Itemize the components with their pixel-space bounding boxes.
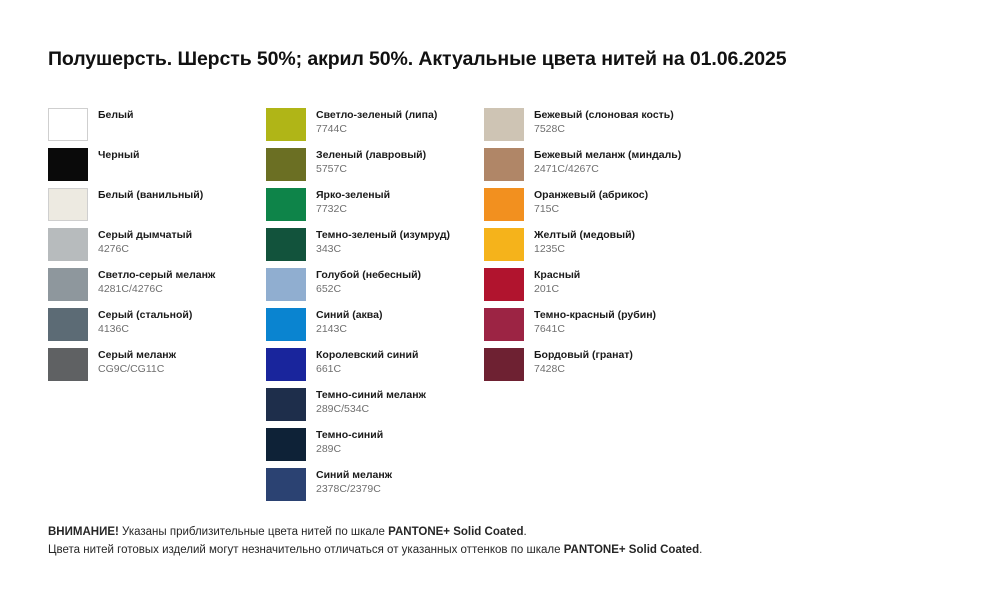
swatch-name: Бежевый меланж (миндаль) [534,149,682,161]
swatch-item [484,308,680,348]
swatch-item [484,268,680,308]
swatch-text [316,268,421,297]
footer-line1-suffix: . [523,526,527,538]
swatch-code: 715C [534,203,560,216]
swatch-text [534,268,580,297]
swatch-text [316,108,437,137]
swatch-name: Синий (аква) [316,309,383,321]
color-swatch [266,308,306,341]
swatch-item [48,308,244,348]
color-swatch [266,108,306,141]
swatch-text [316,228,450,257]
swatch-item [266,268,462,308]
color-swatch [48,228,88,261]
swatch-code: 4136C [98,323,129,336]
color-swatch [266,388,306,421]
footer-attention-label: ВНИМАНИЕ! [48,526,119,538]
swatch-code: 652C [316,283,342,296]
swatch-code: 343C [316,243,342,256]
footer-note [48,523,958,560]
swatch-item [484,188,680,228]
swatch-text [98,308,192,337]
swatch-name: Светло-серый меланж [98,269,216,281]
swatch-name: Серый дымчатый [98,229,193,241]
swatch-code: 2378C/2379C [316,483,381,496]
swatch-item [48,148,244,188]
swatch-name: Белый (ванильный) [98,189,204,201]
swatch-code: 4276C [98,243,129,256]
swatch-item [48,348,244,388]
color-swatch [266,228,306,261]
swatch-code: 5757C [316,163,347,176]
swatch-text [534,228,635,257]
swatch-name: Черный [98,149,140,161]
swatch-name: Темно-зеленый (изумруд) [316,229,450,241]
swatch-text [316,188,390,217]
swatch-item [484,348,680,388]
color-swatch [484,108,524,141]
swatch-item [48,108,244,148]
swatch-name: Желтый (медовый) [534,229,636,241]
color-swatch [484,148,524,181]
swatch-text [316,148,426,177]
swatch-text [534,188,648,217]
swatch-item [484,108,680,148]
swatch-code: 289C/534C [316,403,370,416]
swatch-text [98,228,192,257]
color-swatch [484,268,524,301]
swatch-text [98,348,176,377]
swatch-text [534,348,633,377]
swatch-code: 7641C [534,323,565,336]
swatch-name: Темно-синий меланж [316,389,426,401]
swatch-text [98,108,133,123]
swatch-column-3 [484,108,680,508]
color-swatch [266,428,306,461]
color-swatch [484,348,524,381]
swatch-text [98,188,203,203]
swatch-name: Серый меланж [98,349,177,361]
swatch-name: Ярко-зеленый [316,189,391,201]
footer-line2-suffix: . [699,544,703,557]
swatch-item [48,188,244,228]
swatch-code: 4281C/4276C [98,283,163,296]
swatch-code: 7528C [534,123,565,136]
swatch-code: 2143C [316,323,347,336]
swatch-text [316,308,382,337]
swatch-column-1 [48,108,244,508]
swatch-text [316,348,418,377]
color-swatch [48,148,88,181]
swatch-item [484,148,680,188]
swatch-code: 661C [316,363,342,376]
swatch-item [266,108,462,148]
swatch-name: Оранжевый (абрикос) [534,189,649,201]
swatch-name: Бежевый (слоновая кость) [534,109,674,121]
swatch-code: 7732C [316,203,347,216]
swatch-item [266,348,462,388]
pantone-brand-label: PANTONE+ Solid Coated [388,526,524,538]
color-swatch [48,108,88,141]
color-swatch [266,468,306,501]
swatch-name: Синий меланж [316,469,393,481]
footer-line-1 [48,523,958,541]
swatch-code: 7428C [534,363,565,376]
footer-line1-middle: Указаны приблизительные цвета нитей по шкале [118,526,389,538]
swatch-name: Серый (стальной) [98,309,193,321]
swatch-code: 7744C [316,123,347,136]
footer-line-2 [48,541,958,559]
swatch-item [266,468,462,508]
swatch-code: 201C [534,283,560,296]
swatch-name: Голубой (небесный) [316,269,422,281]
swatch-name: Бордовый (гранат) [534,349,633,361]
swatch-item [266,388,462,428]
swatch-name: Белый [98,109,134,121]
color-swatch [48,268,88,301]
swatch-text [98,268,215,297]
page-title: Полушерсть. Шерсть 50%; акрил 50%. Актуальные цвета нитей на 01.06.2025 [48,48,787,70]
swatch-item [266,428,462,468]
color-swatch [266,348,306,381]
swatch-item [266,228,462,268]
swatch-code: 1235C [534,243,565,256]
swatch-name: Зеленый (лавровый) [316,149,427,161]
color-swatch [266,188,306,221]
swatch-item [48,268,244,308]
color-swatch [266,148,306,181]
swatch-text [534,308,656,337]
swatch-columns [48,108,958,508]
swatch-text [534,108,674,137]
swatch-name: Светло-зеленый (липа) [316,109,438,121]
swatch-item [484,228,680,268]
color-swatch [484,228,524,261]
swatch-code: CG9C/CG11C [98,363,165,376]
swatch-name: Темно-синий [316,429,384,441]
swatch-item [266,308,462,348]
color-swatch [484,188,524,221]
swatch-name: Темно-красный (рубин) [534,309,657,321]
swatch-name: Красный [534,269,581,281]
swatch-column-2 [266,108,462,508]
swatch-text [316,388,426,417]
swatch-text [534,148,681,177]
footer-line2-prefix: Цвета нитей готовых изделий могут незначительно отличаться от указанных оттенков по шкале [48,544,564,557]
color-swatch [484,308,524,341]
swatch-code: 2471C/4267C [534,163,599,176]
swatch-text [316,468,392,497]
swatch-item [48,228,244,268]
swatch-item [266,148,462,188]
swatch-code: 289C [316,443,342,456]
color-swatch [48,188,88,221]
color-swatch [48,348,88,381]
pantone-brand-label: PANTONE+ Solid Coated [563,544,700,557]
swatch-item [266,188,462,228]
swatch-text [316,428,383,457]
color-swatch [48,308,88,341]
color-swatch [266,268,306,301]
swatch-name: Королевский синий [316,349,419,361]
swatch-text [98,148,139,163]
